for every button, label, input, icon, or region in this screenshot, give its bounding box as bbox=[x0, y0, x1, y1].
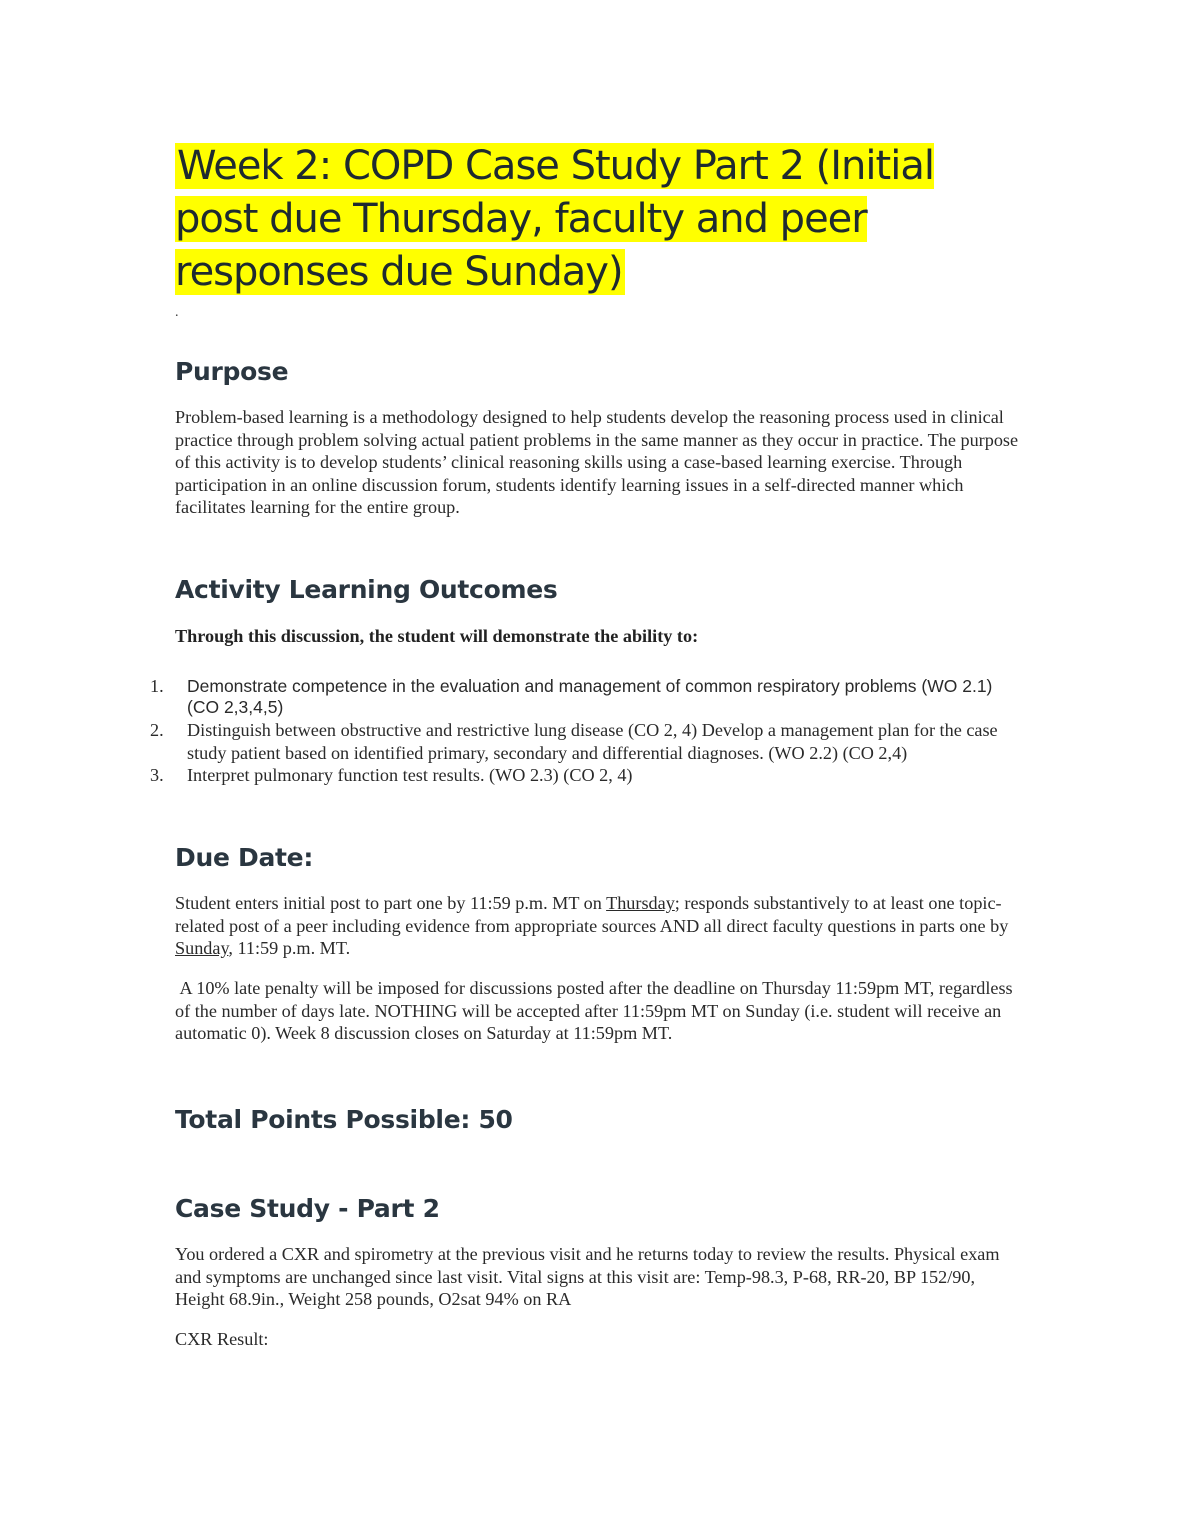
outcomes-list bbox=[150, 676, 1020, 787]
list-item bbox=[150, 676, 1020, 718]
list-item-text: Demonstrate competence in the evaluation and management of common respiratory problems (WO 2.1) (CO 2,3,4,5) bbox=[187, 676, 993, 717]
title-highlight: Week 2: COPD Case Study Part 2 (Initial post due Thursday, faculty and peer responses due Sunday) bbox=[175, 143, 934, 295]
outcomes-intro: Through this discussion, the student will demonstrate the ability to: bbox=[175, 626, 699, 646]
title-dot: . bbox=[175, 305, 179, 320]
list-item-text: Distinguish between obstructive and restrictive lung disease (CO 2, 4) Develop a management plan for the case study patient based on identified primary, secondary and differential diagnoses. (WO 2.2) (CO 2,4) bbox=[187, 720, 998, 763]
due-date-paragraph bbox=[175, 892, 1020, 960]
due-date-heading: Due Date: bbox=[175, 843, 314, 872]
list-item bbox=[150, 764, 1020, 787]
total-points-heading: Total Points Possible: 50 bbox=[175, 1105, 513, 1134]
due-date-text: Student enters initial post to part one by 11:59 p.m. MT on bbox=[175, 893, 607, 913]
list-number: 3. bbox=[150, 765, 164, 785]
list-number: 1. bbox=[150, 676, 164, 696]
case-study-body: You ordered a CXR and spirometry at the previous visit and he returns today to review the results. Physical exam and symptoms are unchanged since last visit. Vital signs at this visit are: Temp-98.3, P-68, RR-20, BP 152/90, Height 68.9in., Weight 258 pounds, O2sat 94% on RA bbox=[175, 1244, 1000, 1309]
purpose-body: Problem-based learning is a methodology designed to help students develop the reasoning process used in clinical practice through problem solving actual patient problems in the same manner as they occur in practice. The purpose of this activity is to develop students’ clinical reasoning skills using a case-based learning exercise. Through participation in an online discussion forum, students identify learning issues in a self-directed manner which facilitates learning for the entire group. bbox=[175, 407, 1019, 517]
list-item-text: Interpret pulmonary function test results. (WO 2.3) (CO 2, 4) bbox=[187, 765, 633, 785]
document-title bbox=[175, 140, 1015, 299]
due-date-text: ; responds substantively to at least one topic-related post of a peer including evidence from appropriate sources AND all direct faculty questions in parts one by bbox=[175, 893, 1009, 936]
sunday-underlined: Sunday bbox=[175, 938, 229, 958]
cxr-result-label: CXR Result: bbox=[175, 1329, 269, 1349]
thursday-underlined: Thursday bbox=[606, 893, 675, 913]
late-penalty-paragraph: A 10% late penalty will be imposed for discussions posted after the deadline on Thursday 11:59pm MT, regardless of the number of days late. NOTHING will be accepted after 11:59pm MT on Sunday (i.e. student will receive an automatic 0). Week 8 discussion closes on Saturday at 11:59pm MT. bbox=[175, 978, 1018, 1043]
purpose-heading: Purpose bbox=[175, 357, 289, 386]
list-number: 2. bbox=[150, 720, 164, 740]
list-item bbox=[150, 719, 1020, 764]
case-study-heading: Case Study - Part 2 bbox=[175, 1194, 440, 1223]
outcomes-heading: Activity Learning Outcomes bbox=[175, 575, 558, 604]
due-date-text: , 11:59 p.m. MT. bbox=[228, 938, 351, 958]
